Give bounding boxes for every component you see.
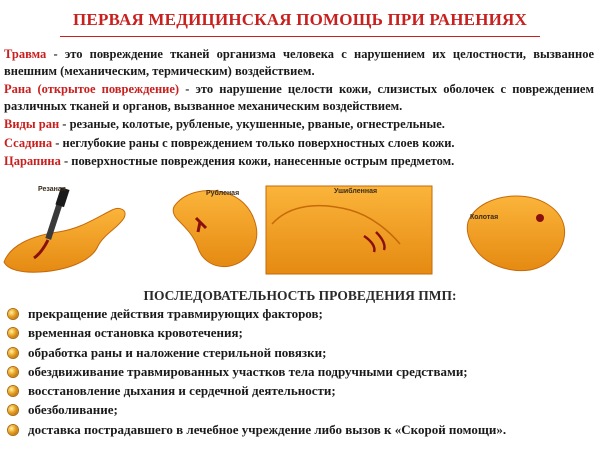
definition-abrasion [4, 135, 594, 152]
bruise-wound-label: Ушибленная [334, 188, 378, 195]
definition-term: Рана (открытое повреждение) [4, 82, 180, 96]
definition-scratch [4, 153, 594, 170]
step-text: временная остановка кровотечения; [28, 325, 243, 341]
step-text: обработка раны и наложение стерильной повязки; [28, 344, 327, 360]
list-item [6, 323, 596, 342]
wound-illustrations [0, 174, 600, 278]
bullet-icon [8, 386, 18, 396]
definition-trauma [4, 46, 594, 79]
illustrations-canvas [0, 174, 600, 278]
definition-term: Травма [4, 47, 47, 61]
title-underline [60, 36, 540, 37]
bullet-icon [8, 425, 18, 435]
chop-wound-hand-icon [173, 191, 257, 267]
step-text: доставка пострадавшего в лечебное учреждение либо вызов к «Скорой помощи». [28, 421, 507, 437]
stab-wound-label: Колотая [470, 214, 499, 221]
definition-wound-types [4, 116, 594, 133]
definition-text: - резаные, колотые, рубленые, укушенные, рваные, огнестрельные. [59, 117, 445, 131]
definition-text: - это нарушение целости кожи, слизистых оболочек с повреждением различных тканей и органов, вызванное механическим воздействием. [4, 82, 594, 113]
definition-term: Царапина [4, 154, 61, 168]
definition-wound [4, 81, 594, 114]
definition-text: - неглубокие раны с повреждением только поверхностных слоев кожи. [52, 135, 455, 150]
step-text: обездвиживание травмированных участков тела подручными средствами; [28, 363, 468, 379]
bullet-icon [8, 328, 18, 338]
chop-wound-label: Рубленая [206, 190, 240, 197]
step-text: прекращение действия травмирующих факторов; [28, 306, 323, 321]
definitions-block [4, 46, 594, 172]
list-item [6, 362, 596, 381]
bullet-icon [8, 309, 18, 319]
definition-term: Ссадина [4, 135, 53, 150]
list-item [6, 304, 596, 323]
step-text: восстановление дыхания и сердечной деятельности; [28, 383, 336, 399]
steps-heading: ПОСЛЕДОВАТЕЛЬНОСТЬ ПРОВЕДЕНИЯ ПМП: [143, 288, 457, 303]
steps-list [6, 304, 596, 439]
definition-text: - это повреждение тканей организма человека с нарушением их целостности, вызванное внешним (механическим, термическим) воздействием. [4, 47, 594, 78]
definition-text: - поверхностные повреждения кожи, нанесенные острым предметом. [60, 154, 455, 168]
bullet-icon [8, 348, 18, 358]
bruise-wound-arm-icon [266, 186, 432, 274]
step-text: обезболивание; [28, 402, 118, 418]
page-title: ПЕРВАЯ МЕДИЦИНСКАЯ ПОМОЩЬ ПРИ РАНЕНИЯХ [73, 10, 527, 29]
list-item [6, 420, 596, 439]
bullet-icon [8, 367, 18, 377]
cut-wound-hand-icon [4, 187, 125, 272]
definition-term: Виды ран [4, 117, 60, 131]
list-item [6, 400, 596, 419]
list-item [6, 343, 596, 362]
stab-wound-hand-icon [467, 196, 564, 271]
bullet-icon [8, 405, 18, 415]
list-item [6, 381, 596, 400]
cut-wound-label: Резаная [38, 186, 66, 193]
